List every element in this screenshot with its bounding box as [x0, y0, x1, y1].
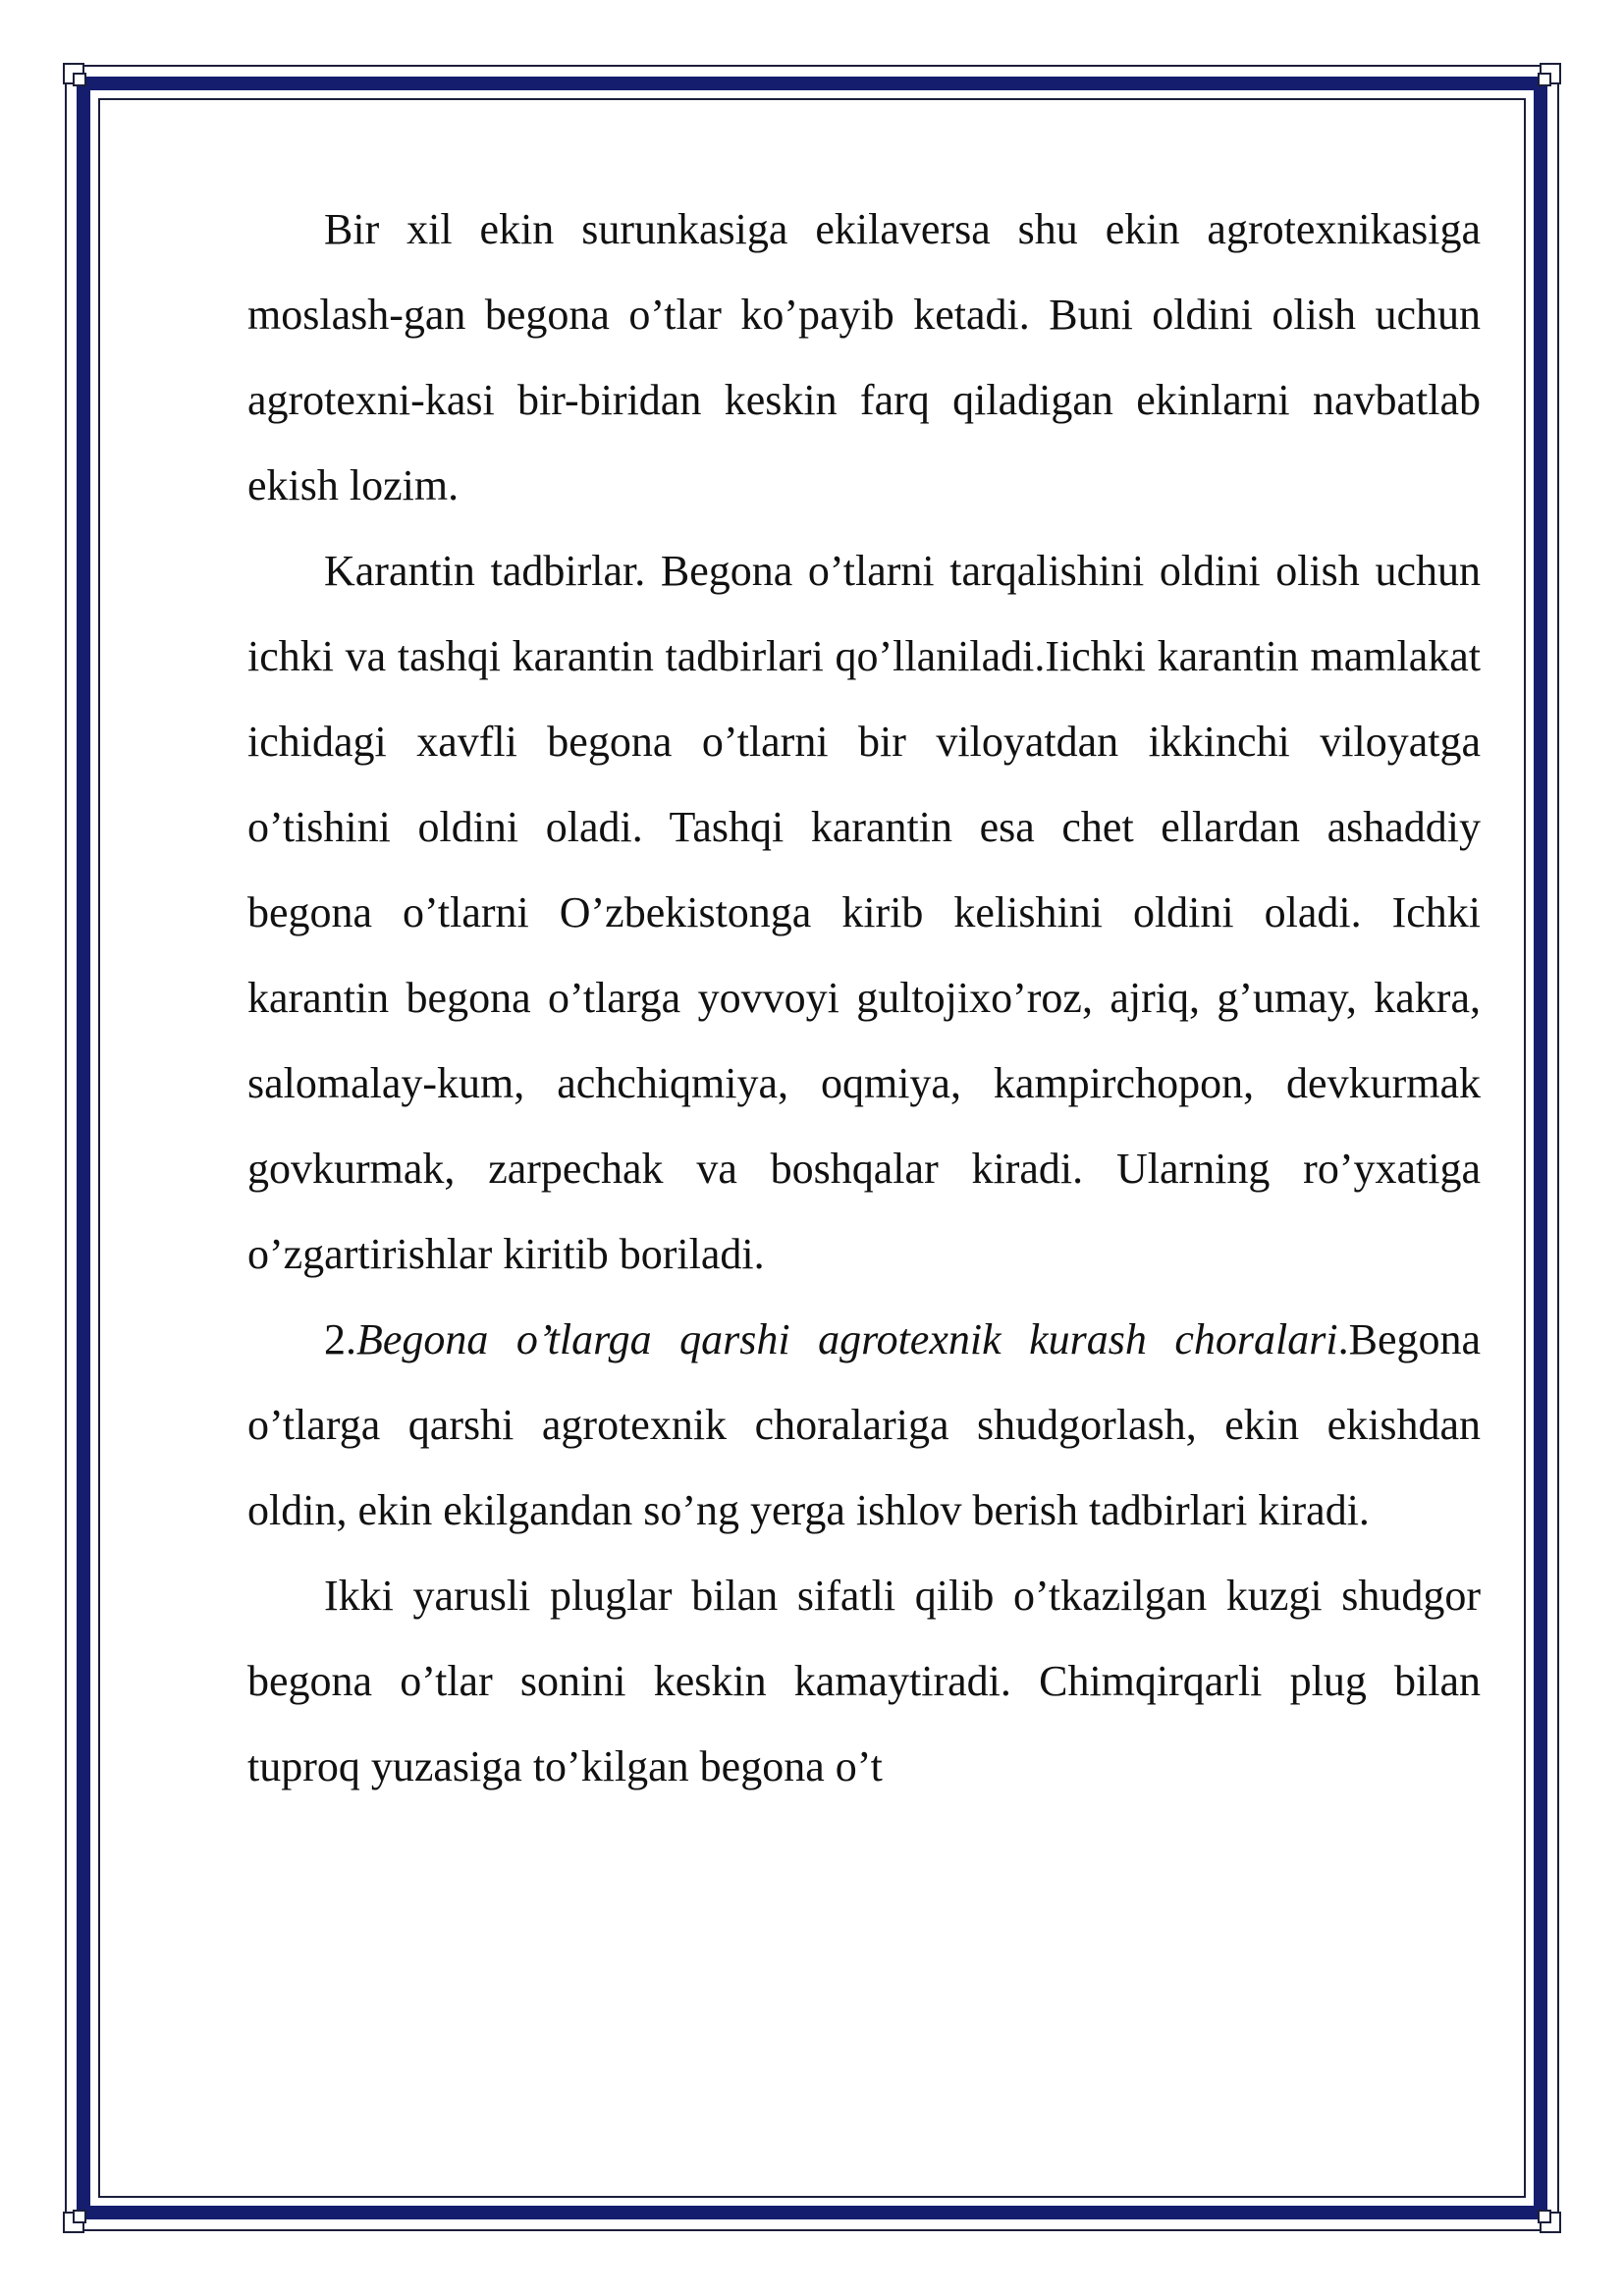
- corner-ornament-top-left: [63, 63, 102, 102]
- paragraph-autumn-plowing: Ikki yarusli pluglar bilan sifatli qilib o’tkazilgan kuzgi shudgor begona o’tlar sonini keskin kamaytiradi. Chimqirqarli plug bilan tuproq yuzasiga to’kilgan begona o’t: [247, 1572, 1481, 1790]
- section-heading-italic: Begona o’tlarga qarshi agrotexnik kurash choralari: [356, 1315, 1338, 1363]
- document-body: [247, 187, 1481, 1809]
- paragraph-agrotechnical-measures: [247, 1297, 1481, 1553]
- paragraph-quarantine: Karantin tadbirlar. Begona o’tlarni tarqalishini oldini olish uchun ichki va tashqi karantin tadbirlari qo’llaniladi.Iichki karantin mamlakat ichidagi xavfli begona o’tlarni bir viloyatdan ikkinchi viloyatga o’tishini oldini oladi. Tashqi karantin esa chet ellardan ashaddiy begona o’tlarni O’zbekistonga kirib kelishini oldini oladi. Ichki karantin begona o’tlarga yovvoyi gultojixo’roz, ajriq, g’umay, kakra, salomalay-kum, achchiqmiya, oqmiya, kampirchopon, devkurmak govkurmak, zarpechak va boshqalar kiradi. Ularning ro’yxatiga o’zgartirishlar kiritib boriladi.: [247, 547, 1481, 1278]
- corner-ornament-bottom-right: [1522, 2194, 1561, 2233]
- corner-ornament-bottom-left: [63, 2194, 102, 2233]
- corner-ornament-top-right: [1522, 63, 1561, 102]
- paragraph-crop-rotation: Bir xil ekin surunkasiga ekilaversa shu ekin agrotexnikasiga moslash-gan begona o’tlar ko’payib ketadi. Buni oldini olish uchun agrotexni-kasi bir-biridan keskin farq qiladigan ekinlarni navbatlab ekish lozim.: [247, 205, 1481, 509]
- section-text: .Begona o’tlarga qarshi agrotexnik choralariga shudgorlash, ekin ekishdan oldin, ekin ekilgandan so’ng yerga ishlov berish tadbirlari kiradi.: [247, 1315, 1481, 1534]
- section-number: 2.: [324, 1315, 356, 1363]
